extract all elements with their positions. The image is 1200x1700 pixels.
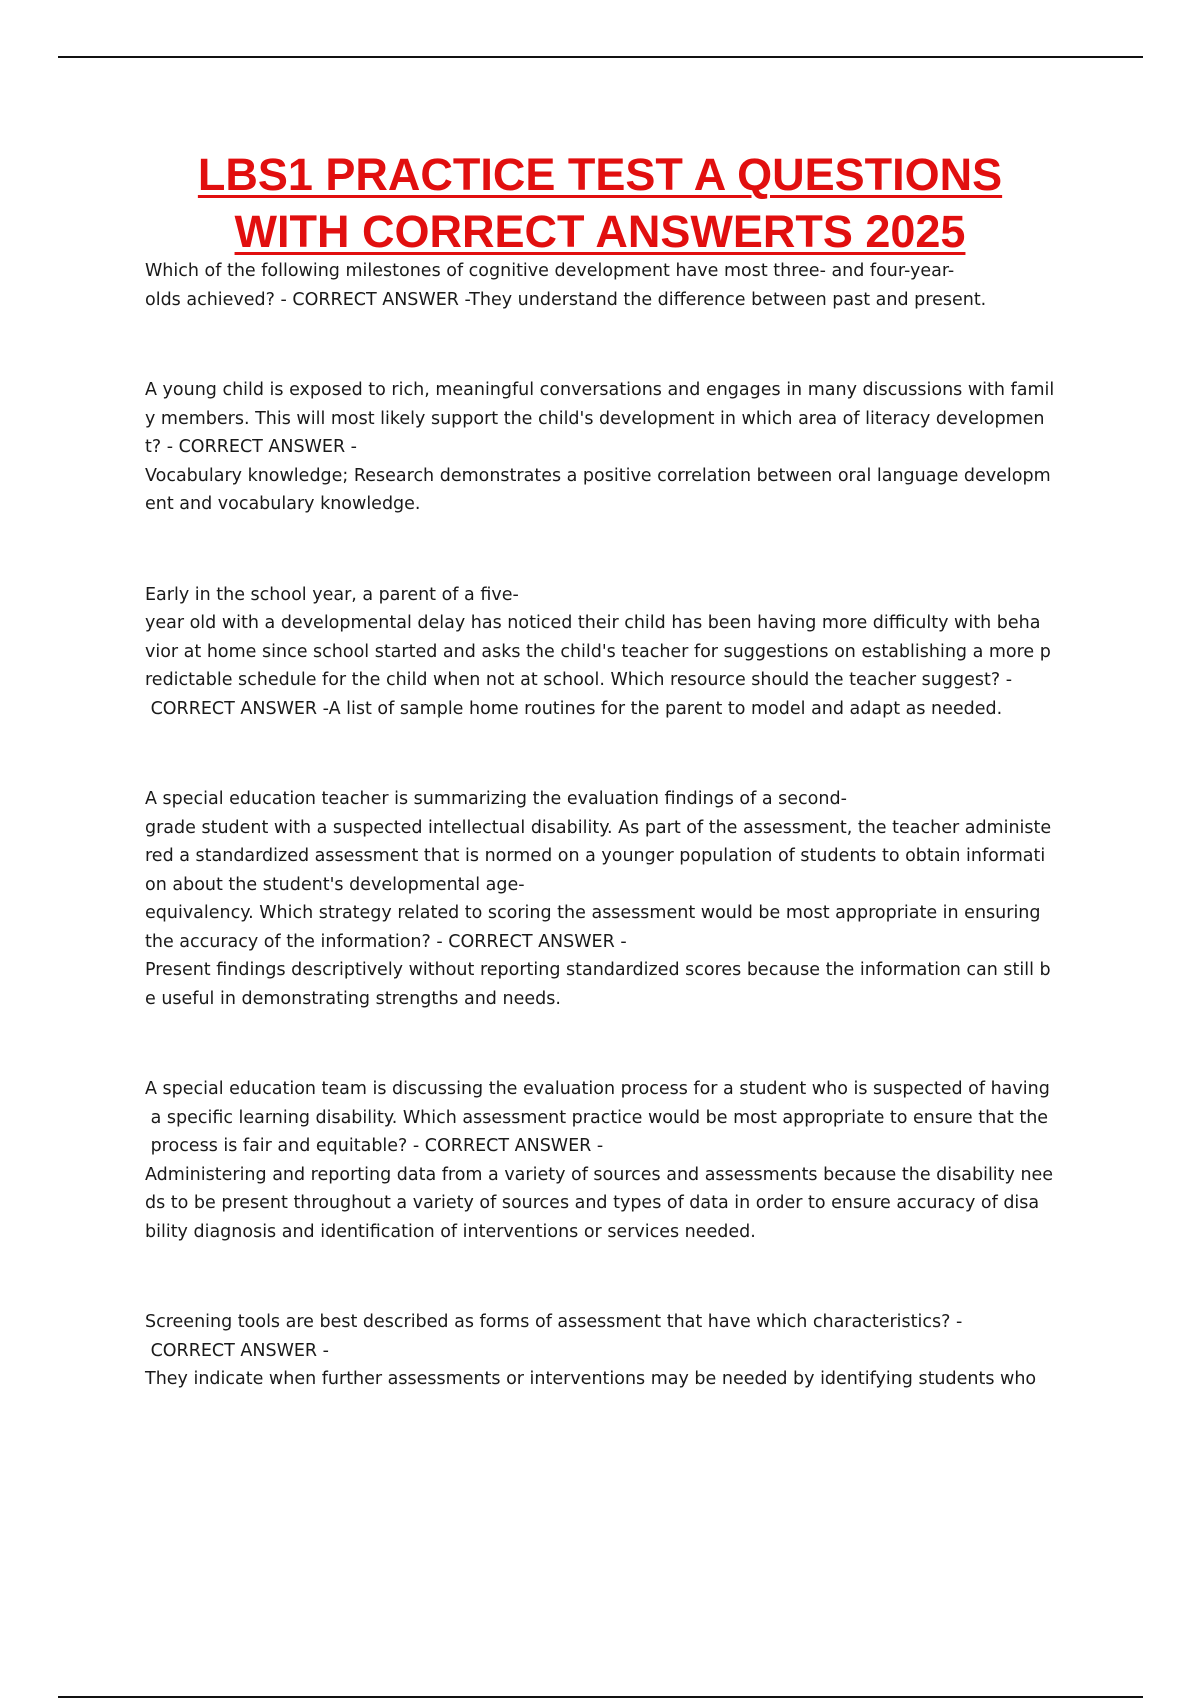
text-line: grade student with a suspected intellectual disability. As part of the assessment, the teacher administe <box>145 817 1052 838</box>
paragraph-gap <box>145 1013 1090 1075</box>
text-line: year old with a developmental delay has noticed their child has been having more difficulty with beha <box>145 613 1041 633</box>
text-line: olds achieved? - CORRECT ANSWER -They understand the difference between past and present. <box>145 289 987 310</box>
text-line: vior at home since school started and asks the child's teacher for suggestions on establishing a more p <box>145 641 1051 662</box>
text-line: process is fair and equitable? - CORRECT ANSWER - <box>145 1136 604 1156</box>
text-line: the accuracy of the information? - CORRECT ANSWER - <box>145 931 627 952</box>
text-line: Vocabulary knowledge; Research demonstrates a positive correlation between oral language developm <box>145 465 1051 486</box>
paragraph-gap <box>145 519 1090 581</box>
text-line: red a standardized assessment that is normed on a younger population of students to obtain informati <box>145 846 1046 866</box>
text-line: y members. This will most likely support the child's development in which area of literacy developmen <box>145 408 1045 429</box>
text-line: equivalency. Which strategy related to scoring the assessment would be most appropriate in ensuring <box>145 903 1041 923</box>
text-line: bility diagnosis and identification of interventions or services needed. <box>145 1221 756 1242</box>
question-block <box>145 257 1090 314</box>
text-line: redictable schedule for the child when not at school. Which resource should the teacher suggest? - <box>145 670 1013 690</box>
text-line: Early in the school year, a parent of a five- <box>145 584 519 605</box>
text-line: CORRECT ANSWER -A list of sample home routines for the parent to model and adapt as needed. <box>145 698 1003 719</box>
text-line: Administering and reporting data from a variety of sources and assessments because the disability nee <box>145 1164 1054 1185</box>
question-block <box>145 581 1090 724</box>
text-line: A special education teacher is summarizing the evaluation findings of a second- <box>145 789 847 809</box>
top-rule <box>58 56 1143 58</box>
text-line: t? - CORRECT ANSWER - <box>145 437 357 457</box>
question-block <box>145 1075 1090 1246</box>
text-line: a specific learning disability. Which assessment practice would be most appropriate to ensure that the <box>145 1107 1049 1128</box>
question-block <box>145 1308 1090 1394</box>
text-line: Which of the following milestones of cognitive development have most three- and four-year- <box>145 261 955 281</box>
title-line-1: LBS1 PRACTICE TEST A QUESTIONS <box>197 149 1003 200</box>
text-line: ent and vocabulary knowledge. <box>145 494 421 514</box>
paragraph-gap <box>145 723 1090 785</box>
text-line: on about the student's developmental age- <box>145 874 525 895</box>
document-title <box>0 146 1200 260</box>
text-line: A young child is exposed to rich, meaningful conversations and engages in many discussions with famil <box>145 380 1055 400</box>
text-line: Present findings descriptively without reporting standardized scores because the information can still b <box>145 960 1051 980</box>
text-line: They indicate when further assessments or interventions may be needed by identifying students who <box>145 1369 1037 1389</box>
text-line: ds to be present throughout a variety of sources and types of data in order to ensure accuracy of disa <box>145 1193 1040 1213</box>
text-line: A special education team is discussing the evaluation process for a student who is suspected of having <box>145 1079 1050 1099</box>
paragraph-gap <box>145 1246 1090 1308</box>
bottom-rule <box>58 1696 1143 1698</box>
paragraph-gap <box>145 314 1090 376</box>
title-line-2: WITH CORRECT ANSWERTS 2025 <box>234 206 966 257</box>
text-line: e useful in demonstrating strengths and needs. <box>145 988 561 1009</box>
question-block <box>145 376 1090 519</box>
text-line: CORRECT ANSWER - <box>145 1340 329 1361</box>
question-block <box>145 785 1090 1013</box>
text-line: Screening tools are best described as forms of assessment that have which characteristics? - <box>145 1312 963 1332</box>
document-body <box>145 257 1090 1394</box>
